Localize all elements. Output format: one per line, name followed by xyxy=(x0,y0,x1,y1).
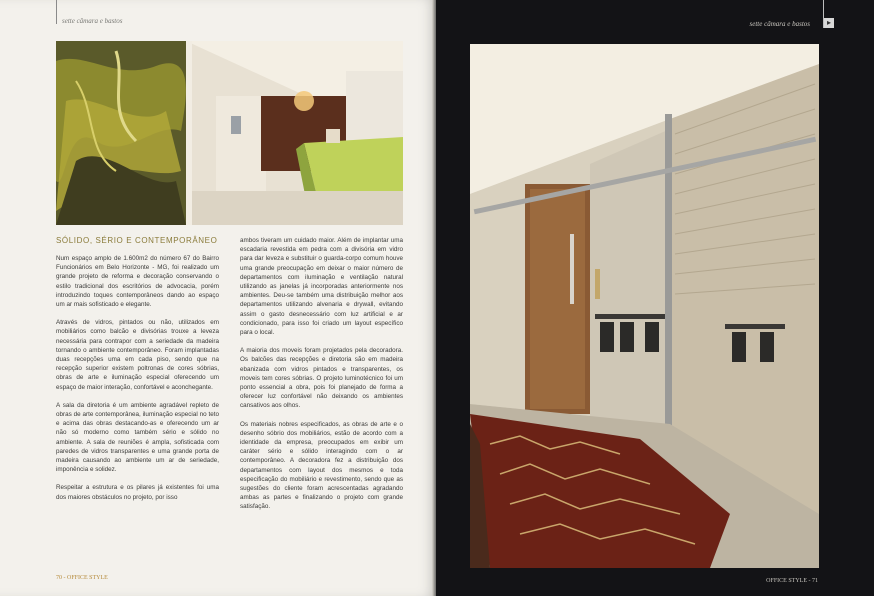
paragraph: Respeitar a estrutura e os pilares já existentes foi uma dos maiores obstáculos no projeto, por isso xyxy=(56,484,219,501)
arrow-right-icon: ▸ xyxy=(824,18,834,28)
paragraph: Através de vidros, pintados ou não, utilizados em mobiliários como balcão e divisórias trouxe a leveza necessária para contrapor com a seriedade da madeira tornando o ambiente contemporâneo. Foram implantadas duas recepções uma em cada piso, sendo que na recepção superior existem poltronas de cores sóbrias, obras de arte e iluminação especial oferecendo um espaço de maior interação, confortável e aconchegante. xyxy=(56,319,219,391)
paragraph: A sala da diretoria é um ambiente agradável repleto de obras de arte contemporânea, iluminação especial no teto e acima das obras destacando-as e oferecendo um ar não só moderno como também sério e sólido no ambiente. A sala de reuniões é ampla, sofisticada com paredes de vidros transparentes e uma grande porta de madeira causando ao ambiente um ar de seriedade, imponência e solidez. xyxy=(56,401,219,474)
paragraph: A maioria dos moveis foram projetados pela decoradora. Os balcões das recepções e diretoria são em madeira ebanizada com vidros pintados e transparentes, os moveis tem cores sóbrias. O projeto luminotécnico foi um ponto essencial a obra, pois foi planejado de forma a oferecer luz confortável não deixando os ambientes cansativos aos olhos. xyxy=(240,347,403,410)
meeting-room-illustration xyxy=(470,44,819,568)
folio-left: 70 - OFFICE STYLE xyxy=(56,575,108,581)
paragraph: Os materiais nobres especificados, as obras de arte e o desenho sóbrio dos mobiliários, estão de acordo com a identidade da empresa, preocupados em exibir um caráter sério e sólido interagindo com o ar contemporâneo. A decoradora fez a distribuição dos departamentos com layout dos mesmos e toda especificação do mobiliário e revestimento, sendo que as sugestões do cliente foram acrescentadas agradando ambas as partes e finalizando o projeto com grande satisfação. xyxy=(240,420,403,511)
folio-right: OFFICE STYLE - 71 xyxy=(766,578,818,584)
paragraph: Num espaço amplo de 1.600m2 do número 67 do Bairro Funcionários em Belo Horizonte - MG, foi realizado um grande projeto de reforma e decoração conservando o estilo tradicional dos escritórios de advocacia, porém introduzindo toques contemporâneos dando ao espaço um ar mais sofisticado e elegante. xyxy=(56,255,219,309)
running-head-rule xyxy=(56,0,57,24)
section-heading: SÓLIDO, SÉRIO E CONTEMPORÂNEO xyxy=(56,236,218,245)
reception-illustration xyxy=(56,41,403,225)
meeting-room-photo xyxy=(470,44,819,568)
reception-photo xyxy=(56,41,403,225)
left-page xyxy=(0,0,436,596)
running-head-left: sette câmara e bastos xyxy=(62,17,123,25)
running-head-right: sette câmara e bastos xyxy=(749,20,810,28)
text-column-2 xyxy=(240,236,403,521)
text-column-1 xyxy=(56,254,219,511)
paragraph: ambos tiveram um cuidado maior. Além de implantar uma escadaria revestida em pedra com a divisória em vidro para dar leveza e substituir o guarda-corpo comum houve uma grande preocupação em deixar o maior número de departamentos com iluminação e ventilação natural utilizando as janelas já incorporadas anteriormente nos ambientes. Deu-se também uma distribuição melhor aos departamentos utilizando alvenaria e drywall, evitando assim o gasto desnecessário com luz artificial e ar condicionado, para isso foi criado um layout específico para o local. xyxy=(240,237,403,337)
